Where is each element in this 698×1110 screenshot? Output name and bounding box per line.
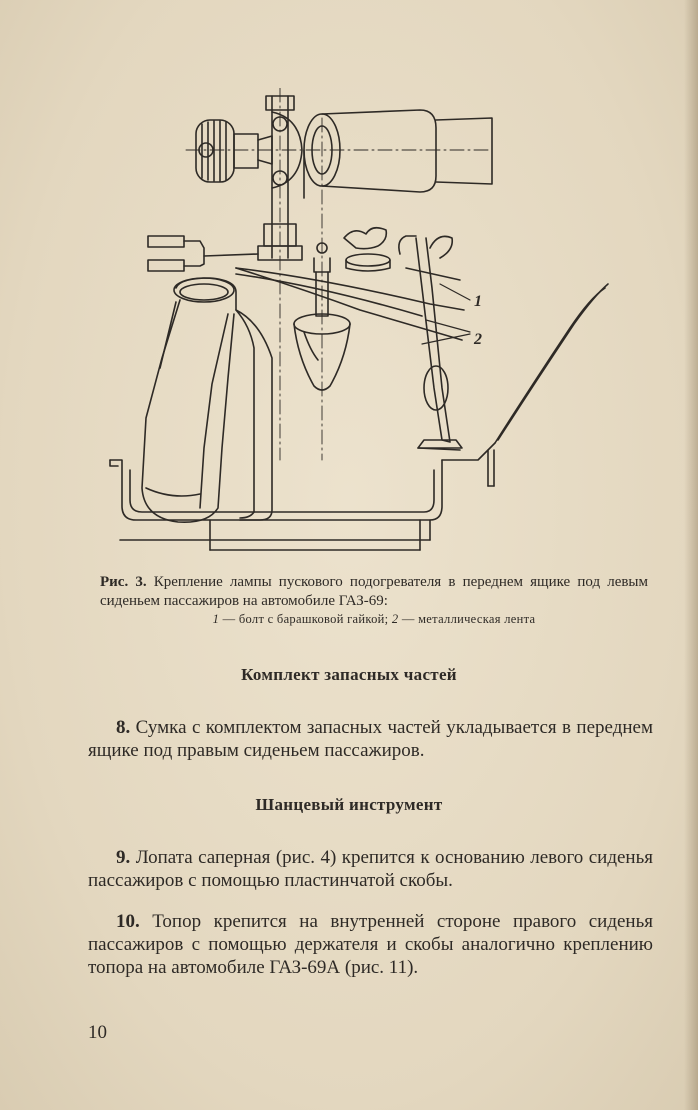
lamp-tank [142,278,272,522]
box-outline [110,284,608,550]
callout-label-2: 2 [474,331,482,348]
callout-label-1: 1 [474,293,482,310]
paragraph-10-text: Топор крепится на внутренней стороне правого сиденья пассажиров с помощью держателя и скобы аналогично креплению топора на автомобиле ГАЗ-69А (рис. 11). [88,911,654,978]
heater-cylinder [304,110,492,198]
figure-legend [100,612,648,627]
legend-1-number: 1 [212,612,220,626]
paragraph-10 [88,910,653,979]
paragraph-8-text: Сумка с комплектом запасных частей укладывается в переднем ящике под правым сиденьем пассажиров. [88,717,653,761]
section-heading-entrenching-tools: Шанцевый инструмент [255,795,443,814]
section-heading-spare-parts: Комплект запасных частей [241,665,457,684]
legend-2-text: — металлическая лента [401,612,536,626]
legend-1-text: — болт с барашковой гайкой; [222,612,389,626]
paragraph-8 [88,716,653,762]
paragraph-9-text: Лопата саперная (рис. 4) крепится к основанию левого сиденья пассажиров с помощью пластинчатой скобы. [88,847,653,891]
page-number: 10 [88,1022,107,1043]
caption-figure-number: Рис. 3. [100,574,147,590]
paragraph-8-number: 8. [116,717,131,738]
legend-2-number: 2 [391,612,399,626]
paragraph-9-number: 9. [116,847,131,868]
figure-caption [100,573,648,611]
clamp-tabs [148,236,258,271]
caption-text: Крепление лампы пускового подогревателя в переднем ящике под левым сиденьем пассажиров на автомобиле ГАЗ-69: [100,574,649,609]
paragraph-9 [88,846,653,892]
paragraph-10-number: 10. [116,911,140,932]
page-edge-shadow [684,0,698,1110]
figure-3-drawing [100,88,620,568]
